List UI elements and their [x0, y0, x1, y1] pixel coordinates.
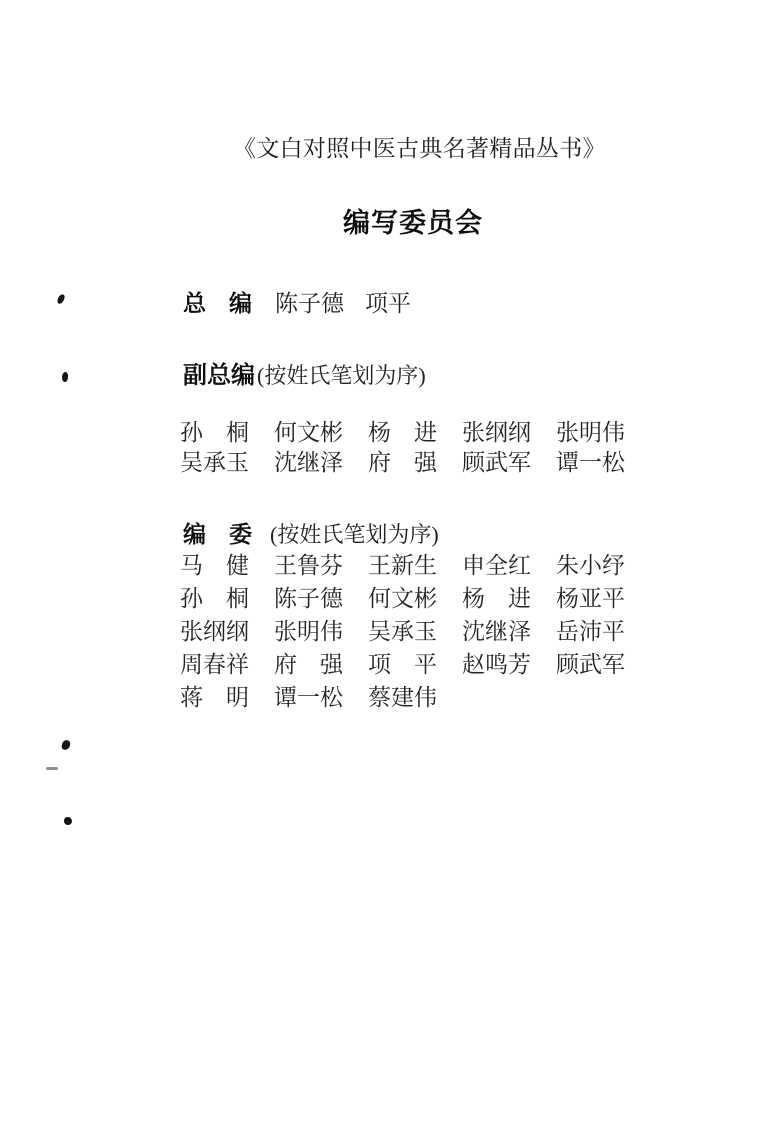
- chief-editor-row: [183, 285, 411, 318]
- committee-name: 马 健: [180, 553, 249, 578]
- committee-name: 蔡建伟: [368, 685, 437, 710]
- deputy-editors-grid: [180, 421, 630, 474]
- committee-name: 谭一松: [274, 685, 343, 710]
- sort-order-note: (按姓氏笔划为序): [257, 363, 426, 388]
- chief-editor-label: 总 编: [183, 291, 252, 317]
- committee-name: 周春祥: [180, 652, 249, 677]
- committee-name: 杨 进: [462, 586, 531, 611]
- committee-name: 孙 桐: [180, 586, 249, 611]
- deputy-name: 张纲纲: [462, 420, 531, 445]
- deputy-editors-header: [183, 355, 426, 390]
- committee-name: 张纲纲: [180, 619, 249, 644]
- deputy-name: 杨 进: [368, 420, 437, 445]
- ink-speck: [56, 293, 65, 305]
- committee-name: 朱小纾: [556, 553, 625, 578]
- ink-speck: [61, 372, 68, 383]
- committee-name: 何文彬: [368, 586, 437, 611]
- committee-name: 顾武军: [556, 652, 625, 677]
- committee-name: 府 强: [274, 652, 343, 677]
- chief-editor-name: 陈子德: [275, 291, 344, 316]
- committee-name: 陈子德: [274, 586, 343, 611]
- deputy-name: 孙 桐: [180, 420, 249, 445]
- pencil-dash-mark: [46, 767, 58, 770]
- committee-name: 杨亚平: [556, 586, 625, 611]
- committee-name: 王鲁芬: [274, 553, 343, 578]
- chief-editor-name: 项平: [365, 291, 411, 316]
- committee-name: 岳沛平: [556, 619, 625, 644]
- committee-heading: 编写委员会: [343, 208, 483, 239]
- committee-name: 项 平: [368, 652, 437, 677]
- committee-name: 申全红: [462, 553, 531, 578]
- deputy-name: 张明伟: [556, 420, 625, 445]
- committee-name: 沈继泽: [462, 619, 531, 644]
- deputy-name: 吴承玉: [180, 450, 249, 475]
- ink-speck: [64, 817, 72, 825]
- ink-speck: [61, 739, 71, 751]
- series-title: 《文白对照中医古典名著精品丛书》: [233, 136, 606, 161]
- committee-name: 赵鸣芳: [462, 652, 531, 677]
- deputy-name: 谭一松: [556, 450, 625, 475]
- deputy-name: 沈继泽: [274, 450, 343, 475]
- committee-members-grid: [180, 554, 630, 709]
- committee-members-header: [183, 516, 439, 549]
- deputy-editors-label: 副总编: [183, 361, 255, 389]
- chief-editor-names: [275, 285, 411, 318]
- committee-name: 张明伟: [274, 619, 343, 644]
- sort-order-note: (按姓氏笔划为序): [270, 522, 439, 547]
- committee-members-label: 编 委: [183, 522, 252, 548]
- deputy-name: 何文彬: [274, 420, 343, 445]
- deputy-name: 府 强: [368, 450, 437, 475]
- committee-name: 王新生: [368, 553, 437, 578]
- committee-name: 吴承玉: [368, 619, 437, 644]
- committee-name: 蒋 明: [180, 685, 249, 710]
- deputy-name: 顾武军: [462, 450, 531, 475]
